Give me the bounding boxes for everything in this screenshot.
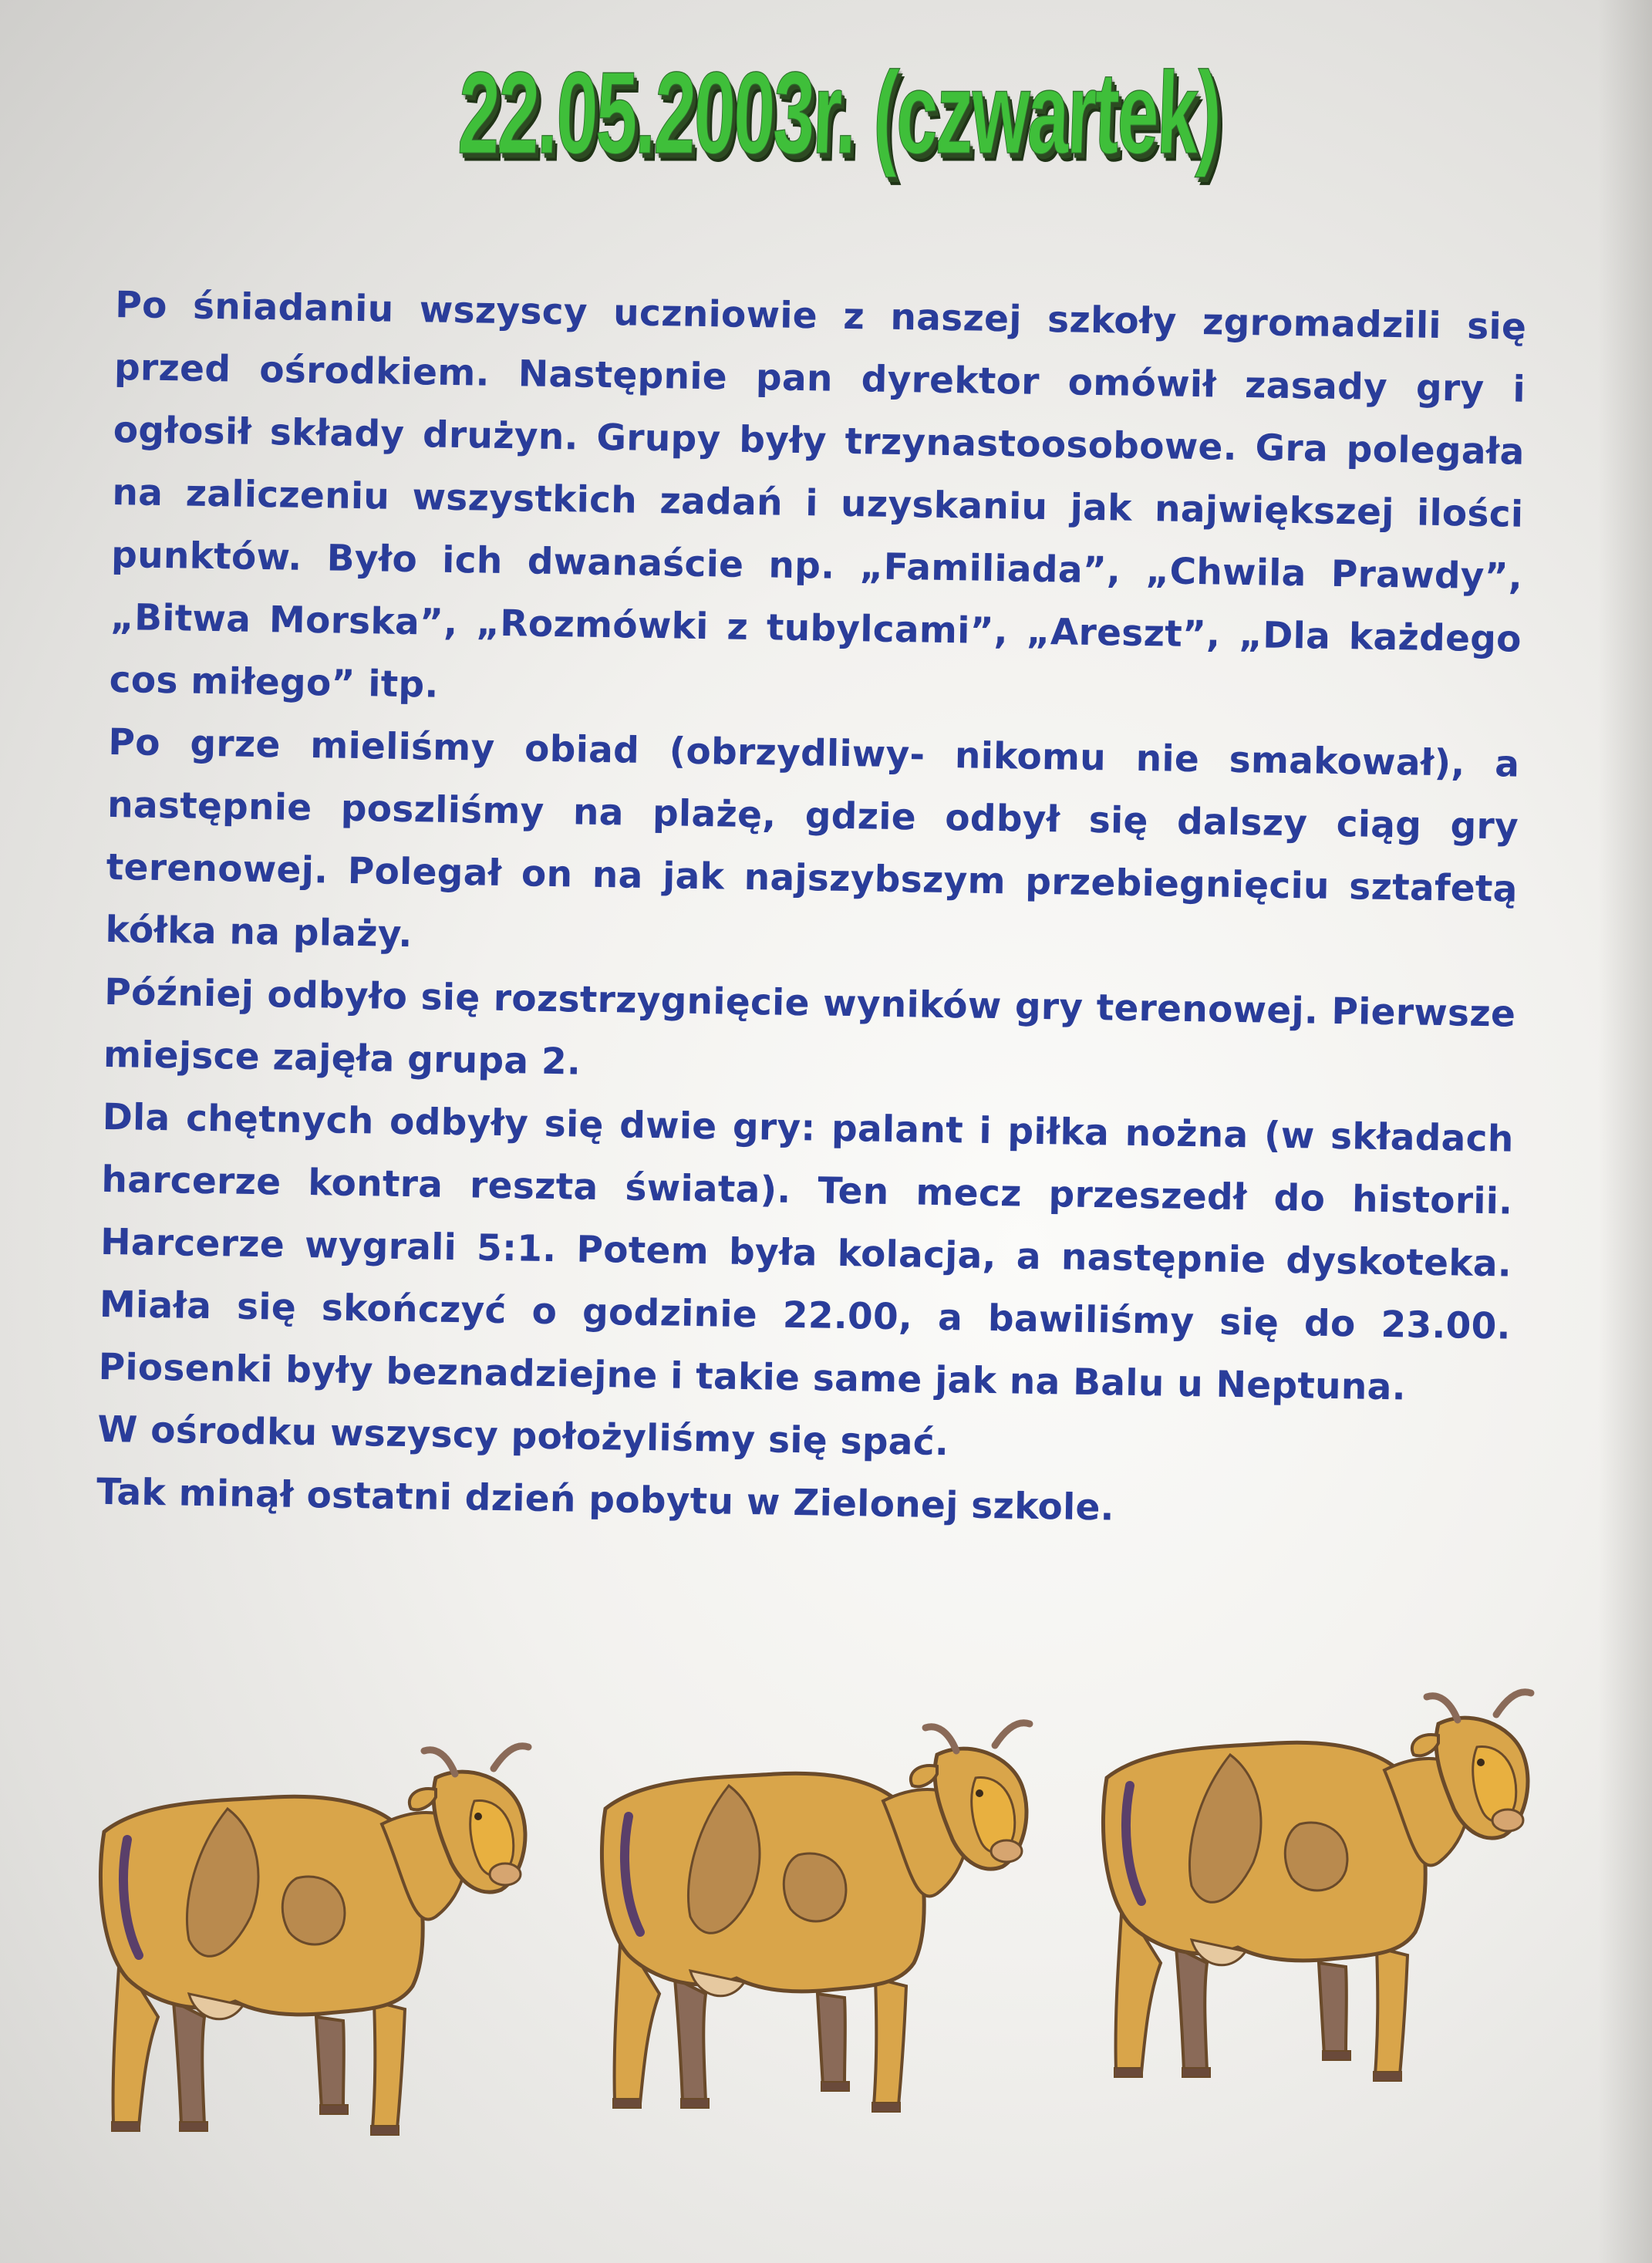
cow-spot — [282, 1877, 345, 1944]
cow-body — [602, 1773, 924, 1992]
paragraph-4: Dla chętnych odbyły się dwie gry: palant i piłka nożna (w składach harcerze kontra reszta świata). Ten mecz przeszedł do historii. Harcerze wygrali 5:1. Potem była kolacja, a następnie dyskoteka. Miała się skończyć o godzinie 22.00, a bawiliśmy się do 23.00. Piosenki były beznadziejne i takie same jak na Balu u Neptuna. — [98, 1095, 1515, 1409]
paragraph-3: Później odbyło się rozstrzygnięcie wyników gry terenowej. Pierwsze miejsce zajęła grupa 2. — [103, 970, 1516, 1084]
cow-muzzle — [1492, 1809, 1523, 1831]
cow-back-leg-far — [1176, 1948, 1207, 2071]
cow-hoof — [1323, 2051, 1350, 2060]
diary-text — [96, 274, 1527, 1546]
cow-horn — [995, 1723, 1030, 1745]
cow-muzzle — [991, 1840, 1022, 1862]
cow-eye — [1477, 1759, 1485, 1766]
cow-back-leg-far — [675, 1978, 706, 2102]
cow-horn — [424, 1750, 455, 1774]
cow-eye — [474, 1813, 482, 1820]
cow-front-leg-far — [1319, 1963, 1347, 2056]
cow-horn — [494, 1746, 528, 1769]
page-title: 22.05.2003r. (czwartek) — [456, 48, 1222, 179]
cow-hoof — [681, 2099, 709, 2108]
cow-spot — [784, 1853, 846, 1921]
cow-horn — [925, 1727, 956, 1751]
paragraph-5: W ośrodku wszyscy położyliśmy się spać. — [97, 1408, 949, 1465]
cow-ear — [911, 1766, 937, 1786]
cow-body — [100, 1796, 423, 2015]
cow-hoof — [320, 2105, 348, 2114]
cow-illustration-1 — [73, 1724, 551, 2144]
cow-spot — [1285, 1823, 1347, 1890]
cow-front-leg-far — [316, 2017, 344, 2110]
paragraph-6: Tak minął ostatni dzień pobytu w Zielonej szkole. — [96, 1470, 1115, 1529]
cow-front-leg — [1375, 1948, 1408, 2075]
cow-hoof — [613, 2099, 641, 2108]
cow-hoof — [371, 2126, 399, 2135]
cow-hoof — [821, 2082, 849, 2091]
cow-horn — [1496, 1692, 1531, 1715]
cow-hoof — [872, 2103, 900, 2112]
cow-hoof — [180, 2122, 207, 2131]
cow-hoof — [1182, 2068, 1210, 2077]
cow-front-leg — [373, 2002, 405, 2129]
cow-back-leg-far — [174, 2002, 204, 2125]
cow-horn — [1427, 1696, 1458, 1720]
cow-front-leg — [874, 1978, 906, 2106]
cow-muzzle — [490, 1863, 521, 1885]
cow-ear — [1412, 1735, 1438, 1755]
paragraph-1: Po śniadaniu wszyscy uczniowie z naszej szkoły zgromadzili się przed ośrodkiem. Następnie pan dyrektor omówił zasady gry i ogłosił składy drużyn. Grupy były trzynastoosobowe. Gra polegała na zaliczeniu wszystkich zadań i uzyskaniu jak największej ilości punktów. Było ich dwanaście np. „Familiada”, „Chwila Prawdy”, „Bitwa Morska”, „Rozmówki z tubylcami”, „Areszt”, „Dla każdego cos miłego” itp. — [109, 283, 1527, 707]
cow-ear — [410, 1789, 436, 1809]
cow-body — [1103, 1742, 1425, 1961]
cow-hoof — [112, 2122, 140, 2131]
cow-hoof — [1374, 2072, 1401, 2081]
cow-hoof — [1114, 2068, 1142, 2077]
cow-illustration-3 — [1076, 1670, 1554, 2090]
cow-illustrations — [0, 1697, 1652, 2175]
paragraph-2: Po grze mieliśmy obiad (obrzydliwy- nikomu nie smakował), a następnie poszliśmy na plażę, gdzie odbył się dalszy ciąg gry terenowej. Polegał on na jak najszybszym przebiegnięciu sztafetą kółka na plaży. — [105, 720, 1520, 956]
title-container — [0, 46, 1652, 247]
cow-eye — [976, 1789, 983, 1797]
cow-illustration-2 — [575, 1701, 1053, 2121]
cow-front-leg-far — [818, 1994, 845, 2086]
